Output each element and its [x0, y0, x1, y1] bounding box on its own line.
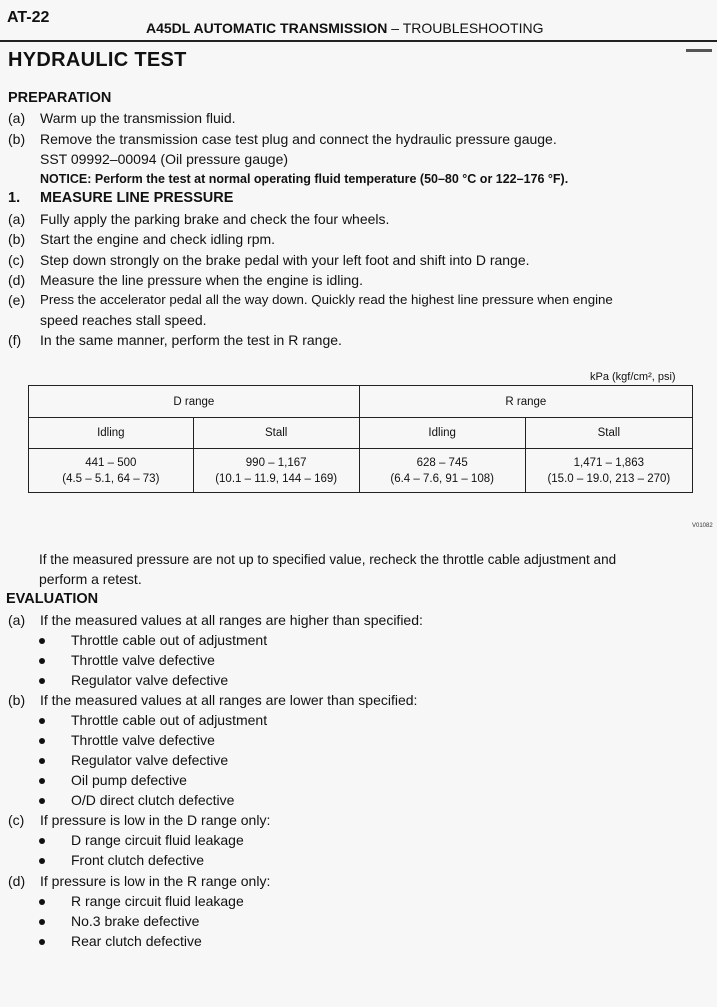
- cause-text: No.3 brake defective: [71, 913, 200, 929]
- measure-step: [0, 292, 717, 312]
- cause-item: [0, 913, 717, 933]
- bullet-icon: [39, 678, 45, 684]
- step-text: Warm up the transmission fluid.: [40, 110, 236, 126]
- running-title-separator: –: [387, 20, 403, 36]
- cause-text: Rear clutch defective: [71, 933, 202, 949]
- reference-code-mark: [686, 49, 712, 52]
- measure-step: [0, 332, 717, 352]
- bullet-icon: [39, 899, 45, 905]
- step-label: (d): [8, 272, 26, 288]
- line-pressure-table: [28, 385, 693, 493]
- step-text: Remove the transmission case test plug and connect the hydraulic pressure gauge.: [40, 131, 557, 147]
- bullet-icon: [39, 778, 45, 784]
- cause-item: [0, 632, 717, 652]
- running-title-main: A45DL AUTOMATIC TRANSMISSION: [146, 20, 388, 36]
- step-label: (f): [8, 332, 22, 348]
- step-label: (b): [8, 231, 26, 247]
- retest-note-line1: If the measured pressure are not up to specified value, recheck the throttle cable adjustment and: [39, 552, 617, 567]
- step-label: (c): [8, 252, 25, 268]
- cell-d-idling: [29, 449, 194, 493]
- column-header-d-idling: Idling: [29, 418, 194, 449]
- cause-item: [0, 712, 717, 732]
- value-alt-units: (6.4 – 7.6, 91 – 108): [390, 472, 494, 485]
- cause-text: Throttle cable out of adjustment: [71, 712, 268, 728]
- section-number: 1.: [8, 190, 21, 206]
- step-label: (b): [8, 131, 26, 147]
- cause-item: [0, 772, 717, 792]
- cause-text: Throttle valve defective: [71, 652, 215, 668]
- case-text: If pressure is low in the R range only:: [40, 873, 271, 889]
- sst-line: [0, 151, 717, 171]
- cause-text: Regulator valve defective: [71, 672, 229, 688]
- retest-note-line2: perform a retest.: [39, 571, 142, 587]
- value-kpa: 441 – 500: [85, 456, 137, 469]
- case-text: If the measured values at all ranges are lower than specified:: [40, 692, 418, 708]
- cause-item: [0, 832, 717, 852]
- cause-text: Front clutch defective: [71, 852, 205, 868]
- measure-step: [0, 211, 717, 231]
- cause-item: [0, 752, 717, 772]
- prep-step: [0, 131, 717, 151]
- cause-item: [0, 792, 717, 812]
- group-header-d-range: D range: [29, 386, 360, 418]
- cause-item: [0, 652, 717, 672]
- column-header-d-stall: Stall: [193, 418, 359, 449]
- prep-step: [0, 110, 717, 130]
- case-label: (b): [8, 692, 26, 708]
- cause-text: Throttle cable out of adjustment: [71, 632, 268, 648]
- step-label: (a): [8, 211, 26, 227]
- step-text: speed reaches stall speed.: [40, 312, 207, 328]
- evaluation-case: [0, 612, 717, 632]
- value-kpa: 990 – 1,167: [245, 456, 307, 469]
- evaluation-case: [0, 812, 717, 832]
- case-text: If the measured values at all ranges are higher than specified:: [40, 612, 423, 628]
- cause-text: Throttle valve defective: [71, 732, 215, 748]
- measure-heading-row: [0, 190, 717, 210]
- column-header-r-stall: Stall: [525, 418, 692, 449]
- step-text: Start the engine and check idling rpm.: [40, 231, 276, 247]
- bullet-icon: [39, 718, 45, 724]
- value-kpa: 628 – 745: [416, 456, 468, 469]
- step-text: Step down strongly on the brake pedal with your left foot and shift into D range.: [40, 252, 530, 268]
- cause-text: Regulator valve defective: [71, 752, 229, 768]
- bullet-icon: [39, 638, 45, 644]
- notice-line: [0, 172, 717, 192]
- step-label: (e): [8, 292, 26, 308]
- step-text: Press the accelerator pedal all the way down. Quickly read the highest line pressure when engine: [40, 292, 613, 307]
- bullet-icon: [39, 658, 45, 664]
- cause-text: R range circuit fluid leakage: [71, 893, 244, 909]
- cause-item: [0, 852, 717, 872]
- case-label: (c): [8, 812, 25, 828]
- figure-code: V01082: [692, 523, 713, 529]
- measure-step-continued: [0, 312, 717, 332]
- measure-step: [0, 231, 717, 251]
- page-number: AT-22: [7, 9, 50, 26]
- column-header-r-idling: Idling: [359, 418, 525, 449]
- retest-note: [0, 552, 717, 572]
- page-title: HYDRAULIC TEST: [8, 49, 187, 71]
- value-kpa: 1,471 – 1,863: [573, 456, 644, 469]
- step-label: (a): [8, 110, 26, 126]
- cell-d-stall: [193, 449, 359, 493]
- retest-note-continued: [0, 571, 717, 591]
- sst-text: SST 09992–00094 (Oil pressure gauge): [40, 151, 289, 167]
- cause-text: O/D direct clutch defective: [71, 792, 235, 808]
- measure-step: [0, 252, 717, 272]
- table-unit-label: kPa (kgf/cm², psi): [590, 371, 676, 383]
- value-alt-units: (4.5 – 5.1, 64 – 73): [62, 472, 160, 485]
- table-group-header-row: [29, 386, 693, 418]
- cause-item: [0, 732, 717, 752]
- case-label: (d): [8, 873, 26, 889]
- running-title-section: TROUBLESHOOTING: [402, 20, 544, 36]
- cause-text: D range circuit fluid leakage: [71, 832, 244, 848]
- running-title: [146, 20, 544, 36]
- bullet-icon: [39, 939, 45, 945]
- bullet-icon: [39, 758, 45, 764]
- value-alt-units: (15.0 – 19.0, 213 – 270): [547, 472, 671, 485]
- evaluation-heading: EVALUATION: [6, 591, 99, 607]
- value-alt-units: (10.1 – 11.9, 144 – 169): [215, 472, 338, 485]
- cause-text: Oil pump defective: [71, 772, 187, 788]
- header-rule: [0, 40, 717, 42]
- cause-item: [0, 933, 717, 953]
- table-row: [29, 449, 693, 493]
- bullet-icon: [39, 858, 45, 864]
- cause-item: [0, 893, 717, 913]
- bullet-icon: [39, 838, 45, 844]
- measure-heading: MEASURE LINE PRESSURE: [40, 190, 234, 206]
- evaluation-case: [0, 873, 717, 893]
- step-text: Fully apply the parking brake and check the four wheels.: [40, 211, 390, 227]
- measure-step: [0, 272, 717, 292]
- bullet-icon: [39, 738, 45, 744]
- step-text: Measure the line pressure when the engine is idling.: [40, 272, 363, 288]
- cause-item: [0, 672, 717, 692]
- case-label: (a): [8, 612, 26, 628]
- bullet-icon: [39, 919, 45, 925]
- cell-r-idling: [359, 449, 525, 493]
- step-text: In the same manner, perform the test in R range.: [40, 332, 342, 348]
- group-header-r-range: R range: [359, 386, 692, 418]
- case-text: If pressure is low in the D range only:: [40, 812, 271, 828]
- table-column-header-row: [29, 418, 693, 449]
- notice-text: NOTICE: Perform the test at normal operating fluid temperature (50–80 °C or 122–176 °F).: [40, 172, 569, 186]
- cell-r-stall: [525, 449, 692, 493]
- evaluation-case: [0, 692, 717, 712]
- preparation-heading: PREPARATION: [8, 90, 112, 106]
- bullet-icon: [39, 798, 45, 804]
